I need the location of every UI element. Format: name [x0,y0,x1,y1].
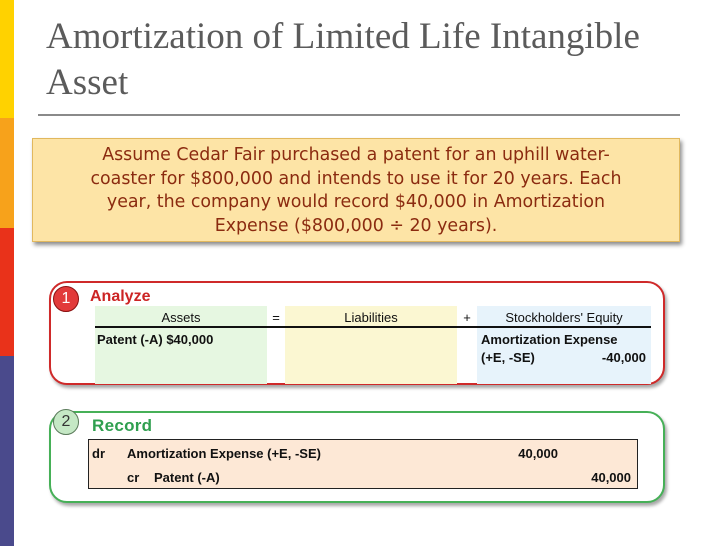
equity-entry-amount: -40,000 [601,350,646,365]
credit-marker: cr [127,470,140,485]
callout-line: coaster for $800,000 and intends to use it for 20 years. Each [90,168,622,189]
credit-amount: 40,000 [591,470,631,485]
debit-account: Amortization Expense (+E, -SE) [127,446,321,461]
title-divider [38,114,680,116]
plus-sign: + [463,310,471,325]
side-bar-red [0,228,14,356]
step-1-badge: 1 [53,286,79,312]
side-bar-yellow [0,0,14,118]
callout-line: Assume Cedar Fair purchased a patent for an uphill water- [102,145,610,165]
callout-line: year, the company would record $40,000 in Amortization [106,192,606,212]
credit-account: Patent (-A) [154,470,220,485]
equity-header: Stockholders' Equity [505,310,623,325]
slide-title: Amortization of Limited Life Intangible Asset [46,16,640,103]
side-bar-orange [0,118,14,228]
side-bar-purple [0,356,14,546]
record-label: Record [92,416,153,435]
equals-sign: = [272,310,280,325]
scenario-callout [32,138,680,242]
side-color-bar [0,0,14,546]
assets-entry: Patent (-A) $40,000 [97,332,214,347]
liabilities-header: Liabilities [344,310,398,325]
assets-header: Assets [161,310,201,325]
debit-amount: 40,000 [518,446,558,461]
equation-rule [95,326,651,328]
equity-entry-account: Amortization Expense [481,332,618,347]
analyze-label: Analyze [90,288,151,305]
callout-line: Expense ($800,000 ÷ 20 years). [214,215,498,236]
step-2-badge: 2 [53,409,79,435]
equity-entry-tag: (+E, -SE) [481,350,535,365]
debit-marker: dr [92,446,105,461]
